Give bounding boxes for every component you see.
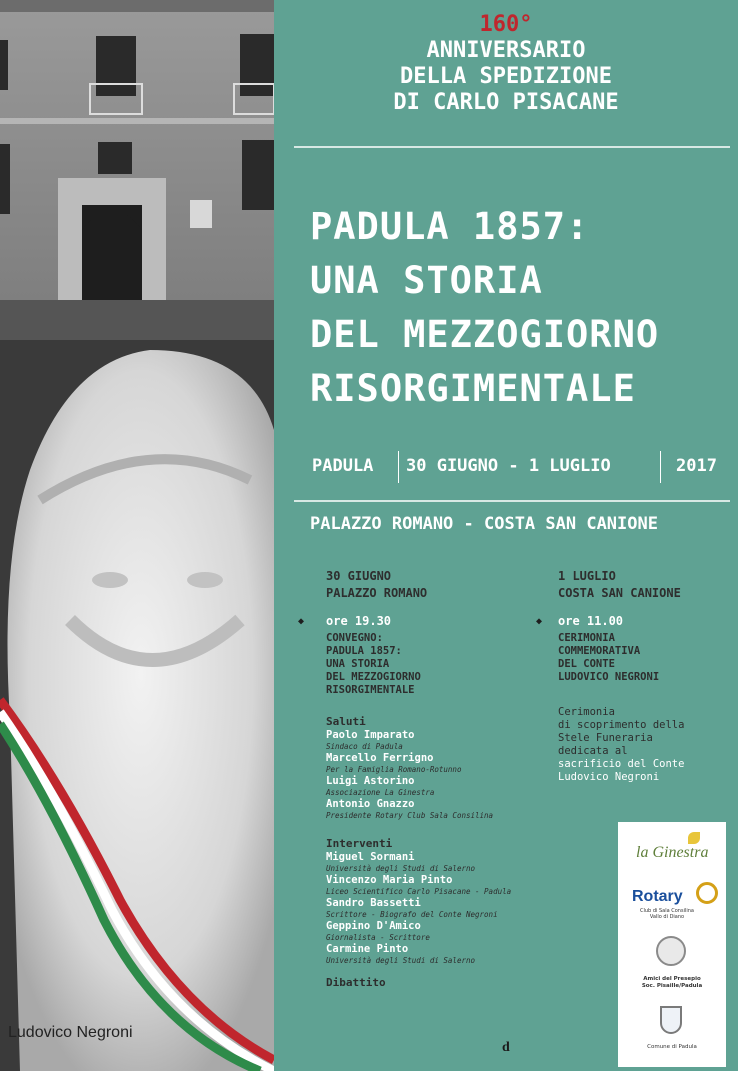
anniversary-number: 160° bbox=[479, 12, 533, 37]
day2-desc-line-6: Ludovico Negroni bbox=[558, 771, 660, 783]
speaker-name: Miguel Sormani bbox=[326, 851, 415, 863]
day2-description bbox=[558, 706, 684, 784]
building-and-bust-photo bbox=[0, 0, 274, 1071]
day1-event-line-3: UNA STORIA bbox=[326, 658, 390, 670]
day2-event-line-2: COMMEMORATIVA bbox=[558, 645, 641, 657]
speaker bbox=[326, 943, 576, 966]
speaker-role: Università degli Studi di Salerno bbox=[326, 864, 476, 873]
speaker bbox=[326, 920, 576, 943]
event-bar bbox=[310, 454, 730, 480]
designer-mark-icon: d bbox=[502, 1040, 510, 1055]
title-line-4: RISORGIMENTALE bbox=[310, 367, 636, 410]
speaker-role: Liceo Scientifico Carlo Pisacane - Padula bbox=[326, 887, 512, 896]
speaker-role: Presidente Rotary Club Sala Consilina bbox=[326, 811, 494, 820]
speaker-name: Vincenzo Maria Pinto bbox=[326, 874, 453, 886]
day1-header bbox=[326, 568, 566, 602]
day2-desc-line-4: dedicata al bbox=[558, 745, 628, 757]
interventi-section bbox=[326, 836, 576, 989]
speaker-role: Associazione La Ginestra bbox=[326, 788, 435, 797]
speaker-name: Sandro Bassetti bbox=[326, 897, 421, 909]
interventi-label: Interventi bbox=[326, 837, 393, 850]
comune-crest-icon bbox=[660, 1006, 682, 1034]
diamond-icon: ◆ bbox=[298, 616, 305, 627]
bar-separator-1 bbox=[398, 451, 399, 483]
speaker-name: Luigi Astorino bbox=[326, 775, 415, 787]
speaker bbox=[326, 775, 576, 798]
day1-event bbox=[326, 632, 421, 697]
portrait-caption: Ludovico Negroni bbox=[8, 1024, 133, 1041]
day2-event bbox=[558, 632, 659, 684]
event-place: PADULA bbox=[312, 456, 374, 476]
speaker-name: Geppino D'Amico bbox=[326, 920, 421, 932]
speaker bbox=[326, 897, 576, 920]
day1-event-line-1: CONVEGNO: bbox=[326, 632, 383, 644]
flower-icon bbox=[688, 832, 700, 844]
la-ginestra-logo: la Ginestra bbox=[636, 844, 709, 861]
speaker bbox=[326, 874, 576, 897]
day1-date: 30 GIUGNO bbox=[326, 569, 392, 583]
speaker-role: Sindaco di Padula bbox=[326, 742, 403, 751]
sponsor-logos bbox=[618, 822, 726, 1067]
presepio-line-1: Amici del Presepio bbox=[643, 976, 701, 982]
day1-venue: PALAZZO ROMANO bbox=[326, 586, 428, 600]
rotary-wheel-icon bbox=[696, 882, 718, 904]
day2-venue: COSTA SAN CANIONE bbox=[558, 586, 681, 600]
day2-event-line-3: DEL CONTE bbox=[558, 658, 615, 670]
main-title bbox=[310, 200, 659, 416]
rotary-sub-2: Vallo di Diano bbox=[649, 914, 685, 920]
day1-time: ore 19.30 bbox=[326, 614, 392, 628]
speaker-name: Carmine Pinto bbox=[326, 943, 409, 955]
speaker bbox=[326, 851, 576, 874]
speaker bbox=[326, 752, 576, 775]
comune-name: Comune di Padula bbox=[647, 1044, 697, 1050]
speaker bbox=[326, 798, 576, 821]
day1-event-line-5: RISORGIMENTALE bbox=[326, 684, 415, 696]
day2-event-line-1: CERIMONIA bbox=[558, 632, 615, 644]
saluti-section bbox=[326, 714, 576, 821]
day2-event-line-4: LUDOVICO NEGRONI bbox=[558, 671, 660, 683]
rotary-subtitle bbox=[640, 908, 694, 920]
anniversary-line-2: DELLA SPEDIZIONE bbox=[400, 64, 612, 89]
title-line-3: DEL MEZZOGIORNO bbox=[310, 313, 660, 356]
presepio-emblem-icon bbox=[656, 936, 686, 966]
dibattito: Dibattito bbox=[326, 976, 386, 989]
day2-desc-line-1: Cerimonia bbox=[558, 706, 615, 718]
day2-header bbox=[558, 568, 728, 602]
rotary-sub-1: Club di Sala Consilina bbox=[640, 908, 694, 914]
divider-top bbox=[294, 146, 730, 148]
speaker-name: Antonio Gnazzo bbox=[326, 798, 415, 810]
speaker-role: Per la Famiglia Romano-Rotunno bbox=[326, 765, 462, 774]
bar-separator-2 bbox=[660, 451, 661, 483]
divider-middle bbox=[294, 500, 730, 502]
anniversary-line-1: ANNIVERSARIO bbox=[426, 38, 586, 63]
event-year: 2017 bbox=[676, 456, 717, 476]
day1-event-line-4: DEL MEZZOGIORNO bbox=[326, 671, 421, 683]
photo-column bbox=[0, 0, 274, 1071]
day2-time: ore 11.00 bbox=[558, 614, 624, 628]
day2-desc-line-2: di scoprimento della bbox=[558, 719, 685, 731]
saluti-label: Saluti bbox=[326, 715, 366, 728]
speaker-role: Università degli Studi di Salerno bbox=[326, 956, 476, 965]
rotary-logo: Rotary bbox=[632, 888, 683, 905]
diamond-icon: ◆ bbox=[536, 616, 543, 627]
day2-desc-line-3: Stele Funeraria bbox=[558, 732, 653, 744]
speaker-name: Marcello Ferrigno bbox=[326, 752, 434, 764]
presepio-name bbox=[628, 976, 716, 990]
speaker-role: Scrittore - Biografo del Conte Negroni bbox=[326, 910, 498, 919]
day2-date: 1 LUGLIO bbox=[558, 569, 616, 583]
anniversary-heading bbox=[274, 12, 738, 116]
title-line-2: UNA STORIA bbox=[310, 259, 543, 302]
speaker bbox=[326, 729, 576, 752]
presepio-line-2: Soc. Pisaille/Padula bbox=[641, 983, 703, 989]
day1-event-line-2: PADULA 1857: bbox=[326, 645, 402, 657]
title-line-1: PADULA 1857: bbox=[310, 205, 590, 248]
speaker-name: Paolo Imparato bbox=[326, 729, 415, 741]
anniversary-line-3: DI CARLO PISACANE bbox=[393, 90, 619, 115]
event-dates: 30 GIUGNO - 1 LUGLIO bbox=[406, 456, 611, 476]
venues-line: PALAZZO ROMANO - COSTA SAN CANIONE bbox=[310, 514, 658, 534]
speaker-role: Giornalista - Scrittore bbox=[326, 933, 430, 942]
day2-desc-line-5: sacrificio del Conte bbox=[558, 758, 685, 770]
